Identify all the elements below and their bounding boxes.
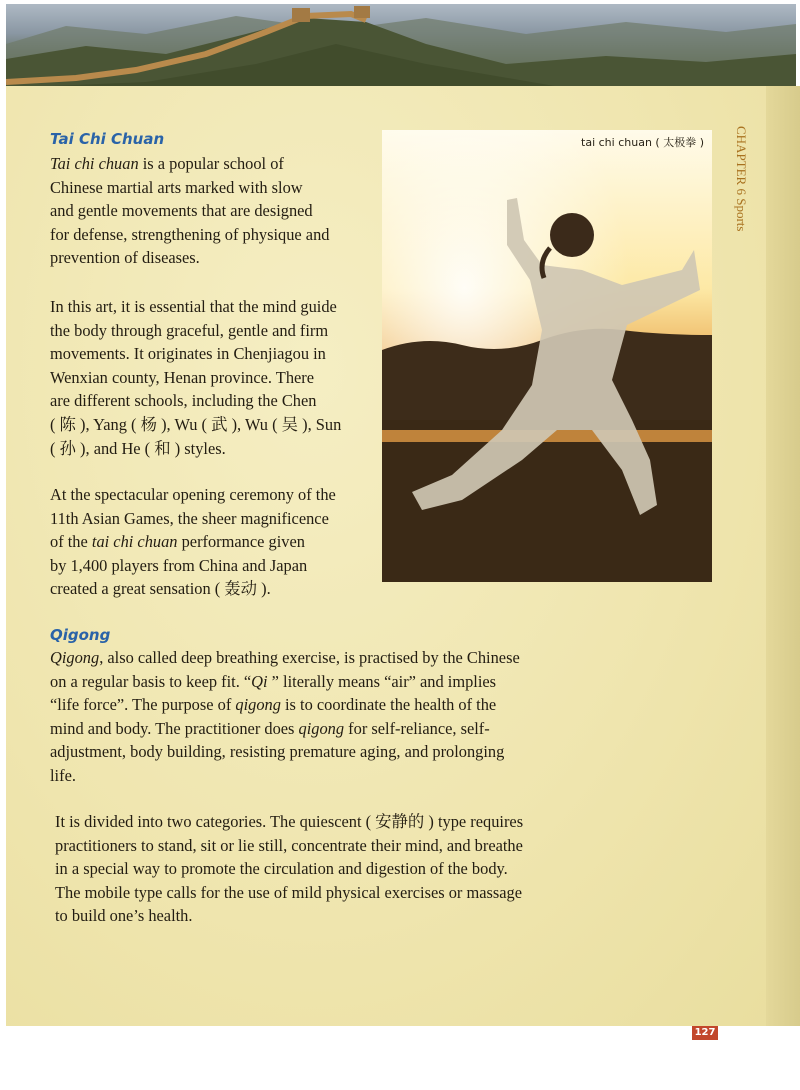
tai-chi-paragraph-2: In this art, it is essential that the mind guide the body through graceful, gentle and firm movements. It originates in Chenjiagou in Wenxian county, Henan province. There are different schools, including the Chen ( 陈 ), Yang ( 杨 ), Wu ( 武 ), Wu ( 吴 ), Sun ( 孙 ), and He ( 和 ) styles. (50, 297, 342, 458)
qigong-paragraph-1: Qigong, also called deep breathing exercise, is practised by the Chinese on a regular basis to keep fit. “Qi ” literally means “air” and implies “life force”. The purpose of qigong is to coordinate the health of the mind and body. The practitioner does qigong for self-reliance, self- adjustment, body building, resisting premature aging, and prolonging life. (50, 648, 520, 785)
great-wall-banner-image (6, 4, 796, 88)
tai-chi-paragraph-3: At the spectacular opening ceremony of the 11th Asian Games, the sheer magnificence of the tai chi chuan performance given by 1,400 players from China and Japan created a great sensation ( 轰动 ). (50, 485, 336, 599)
page-edge (766, 86, 800, 1026)
qigong-paragraph-2: It is divided into two categories. The quiescent ( 安静的 ) type requires practitioners to stand, sit or lie still, concentrate their mind, and breathe in a special way to promote the circulation and digestion of the body. The mobile type calls for the use of mild physical exercises or massage to build one’s health. (55, 812, 524, 926)
chapter-title: Sports (734, 198, 749, 232)
tai-chi-term: Tai chi chuan (50, 154, 139, 173)
tai-chi-paragraph-1: Tai chi chuan is a popular school of Chinese martial arts marked with slow and gentle movements that are designed for defense, strengthening of physique and prevention of diseases. (50, 154, 330, 268)
chapter-label (734, 126, 749, 231)
chapter-number: CHAPTER 6 (734, 126, 749, 195)
photo-caption: tai chi chuan ( 太极拳 ) (581, 136, 704, 149)
page-number-badge: 127 (692, 1026, 718, 1040)
qigong-term: Qigong (50, 648, 100, 667)
great-wall-illustration (6, 4, 796, 88)
tai-chi-heading: Tai Chi Chuan (50, 130, 165, 148)
tai-chi-silhouette (382, 130, 712, 582)
qigong-heading: Qigong (50, 626, 111, 644)
tai-chi-photo (382, 130, 712, 582)
